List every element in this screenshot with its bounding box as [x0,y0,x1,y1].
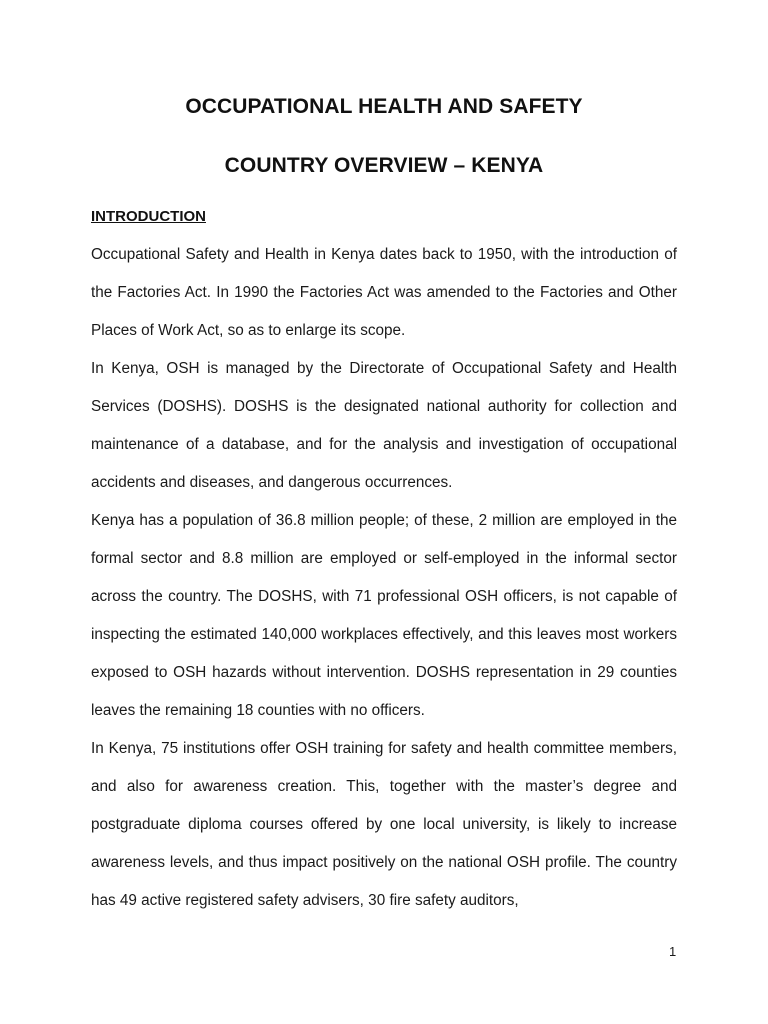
paragraph-history: Occupational Safety and Health in Kenya dates back to 1950, with the introduction of the Factories Act. In 1990 the Factories Act was amended to the Factories and Other Places of Work Act, so as to enlarge its scope. [91,246,677,339]
paragraph-doshs: In Kenya, OSH is managed by the Directorate of Occupational Safety and Health Services (DOSHS). DOSHS is the designated national authority for collection and maintenance of a database, and for the analysis and investigation of occupational accidents and diseases, and dangerous occurrences. [91,360,677,491]
document-title: OCCUPATIONAL HEALTH AND SAFETY [185,95,583,118]
paragraph-population: Kenya has a population of 36.8 million people; of these, 2 million are employed in the formal sector and 8.8 million are employed or self-employed in the informal sector across the country. The DOSHS, with 71 professional OSH officers, is not capable of inspecting the estimated 140,000 workplaces effectively, and this leaves most workers exposed to OSH hazards without intervention. DOSHS representation in 29 counties leaves the remaining 18 counties with no officers. [91,512,677,719]
section-heading-introduction: INTRODUCTION [91,208,206,225]
page-number: 1 [669,944,677,959]
paragraph-training: In Kenya, 75 institutions offer OSH training for safety and health committee members, and also for awareness creation. This, together with the master’s degree and postgraduate diploma courses offered by one local university, is likely to increase awareness levels, and thus impact positively on the national OSH profile. The country has 49 active registered safety advisers, 30 fire safety auditors, [91,740,677,909]
document-subtitle: COUNTRY OVERVIEW – KENYA [224,154,544,177]
